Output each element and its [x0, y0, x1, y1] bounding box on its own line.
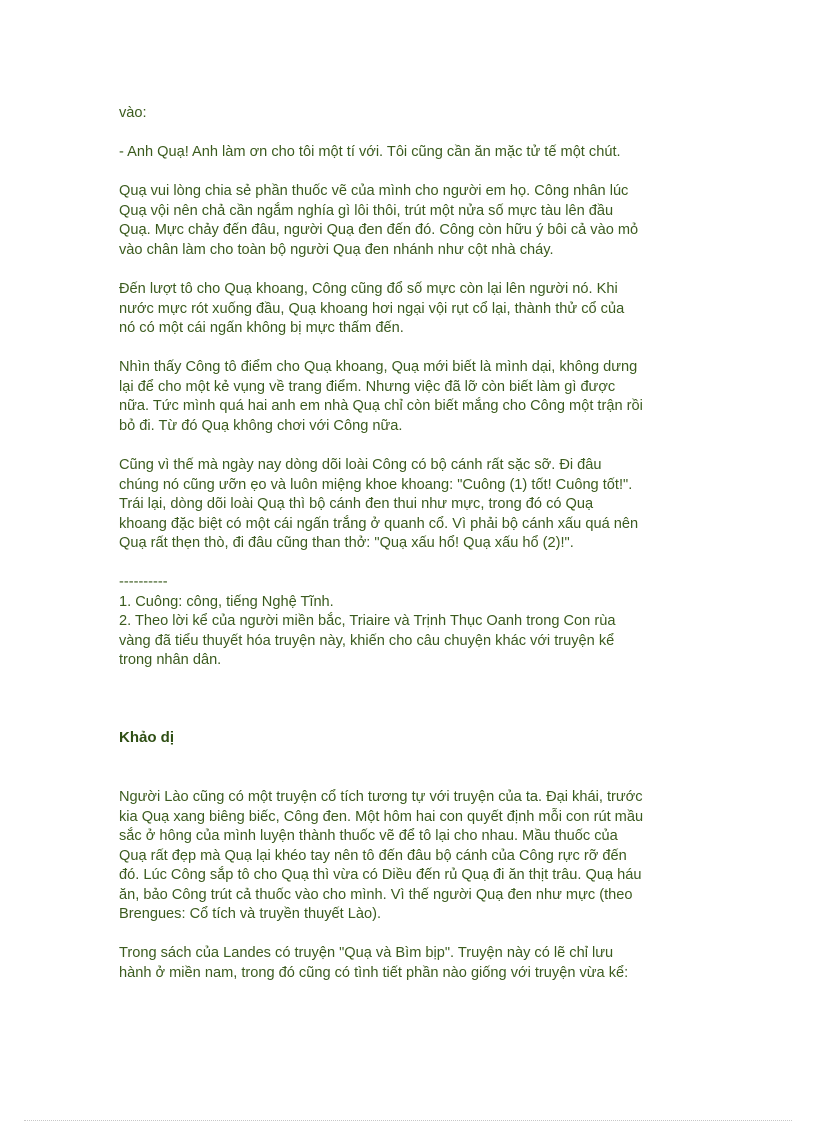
text-line: - Anh Quạ! Anh làm ơn cho tôi một tí với. Tôi cũng cần ăn mặc tử tế một chút.	[119, 144, 621, 160]
text-line: ăn, bảo Công trút cả thuốc vào cho mình. Vì thế người Quạ đen như mực (theo	[119, 886, 633, 903]
text-line: Quạ vội nên chả cần ngắm nghía gì lôi thôi, trút một nửa số mực tàu lên đầu	[119, 202, 614, 219]
text-line: khoang đặc biệt có một cái ngấn trắng ở quanh cổ. Vì phải bộ cánh xấu quá nên	[119, 515, 639, 532]
intro-line	[119, 104, 699, 124]
text-line: Người Lào cũng có một truyện cổ tích tương tự với truyện của ta. Đại khái, trước	[119, 789, 643, 805]
text-line: Nhìn thấy Công tô điểm cho Quạ khoang, Quạ mới biết là mình dại, không dưng	[119, 359, 638, 375]
text-line: Cũng vì thế mà ngày nay dòng dõi loài Công có bộ cánh rất sặc sỡ. Đi đâu	[119, 457, 602, 473]
text-line: Quạ vui lòng chia sẻ phần thuốc vẽ của mình cho người em họ. Công nhân lúc	[119, 183, 629, 199]
paragraph-5	[119, 788, 699, 925]
text-line: Quạ. Mực chảy đến đâu, người Quạ đen đến đó. Công còn hữu ý bôi cả vào mỏ	[119, 222, 639, 238]
text-line: Trái lại, dòng dõi loài Quạ thì bộ cánh đen thui như mực, trong đó có Quạ	[119, 496, 594, 512]
footnote-line: 1. Cuông: công, tiếng Nghệ Tĩnh.	[119, 593, 334, 610]
paragraph-1	[119, 182, 699, 260]
text-line: Trong sách của Landes có truyện "Quạ và Bìm bịp". Truyện này có lẽ chỉ lưu	[119, 945, 614, 961]
text-line: nó có một cái ngấn không bị mực thấm đến.	[119, 320, 404, 336]
separator-line: ----------	[119, 574, 168, 590]
footnote-line: trong nhân dân.	[119, 652, 222, 668]
paragraph-2	[119, 280, 699, 339]
text-line: vào chân làm cho toàn bộ người Quạ đen nhánh như cột nhà cháy.	[119, 241, 554, 258]
text-line: lại để cho một kẻ vụng về trang điểm. Nhưng việc đã lỡ còn biết làm gì được	[119, 378, 616, 395]
text-line: Đến lượt tô cho Quạ khoang, Công cũng đổ số mực còn lại lên người nó. Khi	[119, 281, 618, 297]
paragraph-6	[119, 944, 699, 983]
text-line: Brengues: Cổ tích và truyền thuyết Lào).	[119, 906, 382, 922]
text-line: bỏ đi. Từ đó Quạ không chơi với Công nữa.	[119, 417, 403, 434]
text-line: chúng nó cũng ưỡn ẹo và luôn miệng khoe khoang: "Cuông (1) tốt! Cuông tốt!".	[119, 476, 633, 493]
page-bottom-rule	[24, 1120, 792, 1121]
text-line: Quạ rất thẹn thò, đi đâu cũng than thở: "Quạ xấu hổ! Quạ xấu hổ (2)!".	[119, 535, 574, 551]
text-line: sắc ở hông của mình luyện thành thuốc vẽ để tô lại cho nhau. Mầu thuốc của	[119, 828, 618, 844]
text-line: đó. Lúc Công sắp tô cho Quạ thì vừa có Diều đến rủ Quạ đi ăn thịt trâu. Quạ háu	[119, 867, 642, 883]
text-line: nữa. Tức mình quá hai anh em nhà Quạ chỉ còn biết mắng cho Công một trận rồi	[119, 398, 643, 414]
footnotes	[119, 573, 699, 671]
plea-line	[119, 143, 699, 163]
footnote-line: vàng đã tiểu thuyết hóa truyện này, khiến cho câu chuyện khác với truyện kể	[119, 632, 615, 649]
text-line: Quạ rất đẹp mà Quạ lại khéo tay nên tô đến đâu bộ cánh của Công rực rỡ đến	[119, 847, 627, 864]
footnote-line: 2. Theo lời kể của người miền bắc, Triaire và Trịnh Thục Oanh trong Con rùa	[119, 613, 616, 629]
paragraph-3	[119, 358, 699, 436]
text-line: nước mực rót xuống đầu, Quạ khoang hơi ngại vội rụt cổ lại, thành thử cổ của	[119, 300, 625, 317]
text-line: vào:	[119, 105, 147, 121]
text-line: kia Quạ xang biêng biếc, Công đen. Một hôm hai con quyết định mỗi con rút mầu	[119, 808, 644, 825]
text-line: hành ở miền nam, trong đó cũng có tình tiết phần nào giống với truyện vừa kể:	[119, 964, 629, 981]
section-heading: Khảo dị	[119, 729, 174, 746]
paragraph-4	[119, 456, 699, 554]
